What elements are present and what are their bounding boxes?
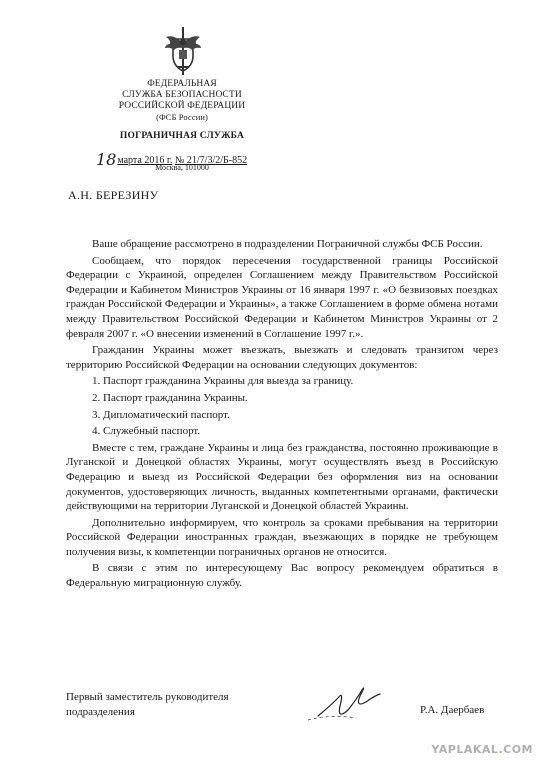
signatory-title-line-2: подразделения [66, 705, 135, 718]
document-number: № 21/7/3/2/Б-852 [174, 155, 248, 166]
service-name: ПОГРАНИЧНАЯ СЛУЖБА [119, 131, 245, 141]
date-day-handwritten: 18 [96, 150, 117, 169]
city-postcode: Москва, 101000 [155, 163, 209, 172]
addressee: А.Н. БЕРЕЗИНУ [68, 188, 159, 202]
watermark-tld: COM [503, 743, 533, 756]
list-item: 2. Паспорт гражданина Украины. [92, 391, 248, 404]
fsb-emblem-icon [162, 26, 204, 76]
signatory-title-line-1: Первый заместитель руководителя [66, 691, 229, 703]
signatory-name: Р.А. Даербаев [420, 704, 485, 716]
org-abbreviation: (ФСБ России) [156, 112, 208, 122]
paragraph-1: Ваше обращение рассмотрено в подразделении Пограничной службы ФСБ России. [92, 238, 483, 250]
paragraph-2: Сообщаем, что порядок пересечения государственной границы Российской Федерации с Украиной, определен Соглашением между Правительством Российской Федерации и Кабинетом Министров Украины от 16 января 1997 г. «О безвизовых поездках граждан Российской Федерации и Украины», а также Соглашением в форме обмена нотами между Правительством Российской Федерации и Кабинетом Министров Украины от 2 февраля 2007 г. «О внесении изменений в Соглашение 1997 г.». [66, 254, 498, 340]
watermark-dot: . [498, 743, 504, 756]
paragraph-3: Гражданин Украины может въезжать, выезжать и следовать транзитом через территорию Российской Федерации на основании следующих документов: [66, 344, 498, 371]
date-month-year: марта 2016 г. [117, 155, 173, 166]
org-line-3: РОССИЙСКОЙ ФЕДЕРАЦИИ [118, 101, 246, 111]
list-item: 4. Служебный паспорт. [92, 425, 201, 438]
list-item: 1. Паспорт гражданина Украины для выезда за границу. [92, 375, 354, 388]
handwritten-signature [300, 676, 390, 726]
paragraph-5: Дополнительно информируем, что контроль за сроками пребывания на территории Российской Федерации иностранных граждан, въезжающих в порядке не требующем получения визы, к компетенции пограничных органов не относится. [66, 516, 498, 558]
letter-body [66, 237, 498, 591]
paragraph-4: Вместе с тем, граждане Украины и лица без гражданства, постоянно проживающие в Луганской и Донецкой областях Украины, могут осуществлять въезд в Российскую Федерацию и выезд из Российской Федерации без оформления виз на основании документов, удостоверяющих личность, выданных компетентными органами, фактически действующими на территории Луганской и Донецкой областей Украины. [66, 441, 498, 513]
watermark-name: YAPLAKAL [431, 743, 499, 756]
org-line-1: ФЕДЕРАЛЬНАЯ [147, 79, 217, 89]
list-item: 3. Дипломатический паспорт. [92, 408, 230, 421]
site-watermark [431, 743, 533, 756]
signatory-title [66, 690, 229, 719]
org-line-2: СЛУЖБА БЕЗОПАСНОСТИ [122, 90, 242, 100]
paragraph-6: В связи с этим по интересующему Вас вопросу рекомендуем обратиться в Федеральную миграционную службу. [66, 562, 498, 590]
organization-name [82, 79, 282, 123]
